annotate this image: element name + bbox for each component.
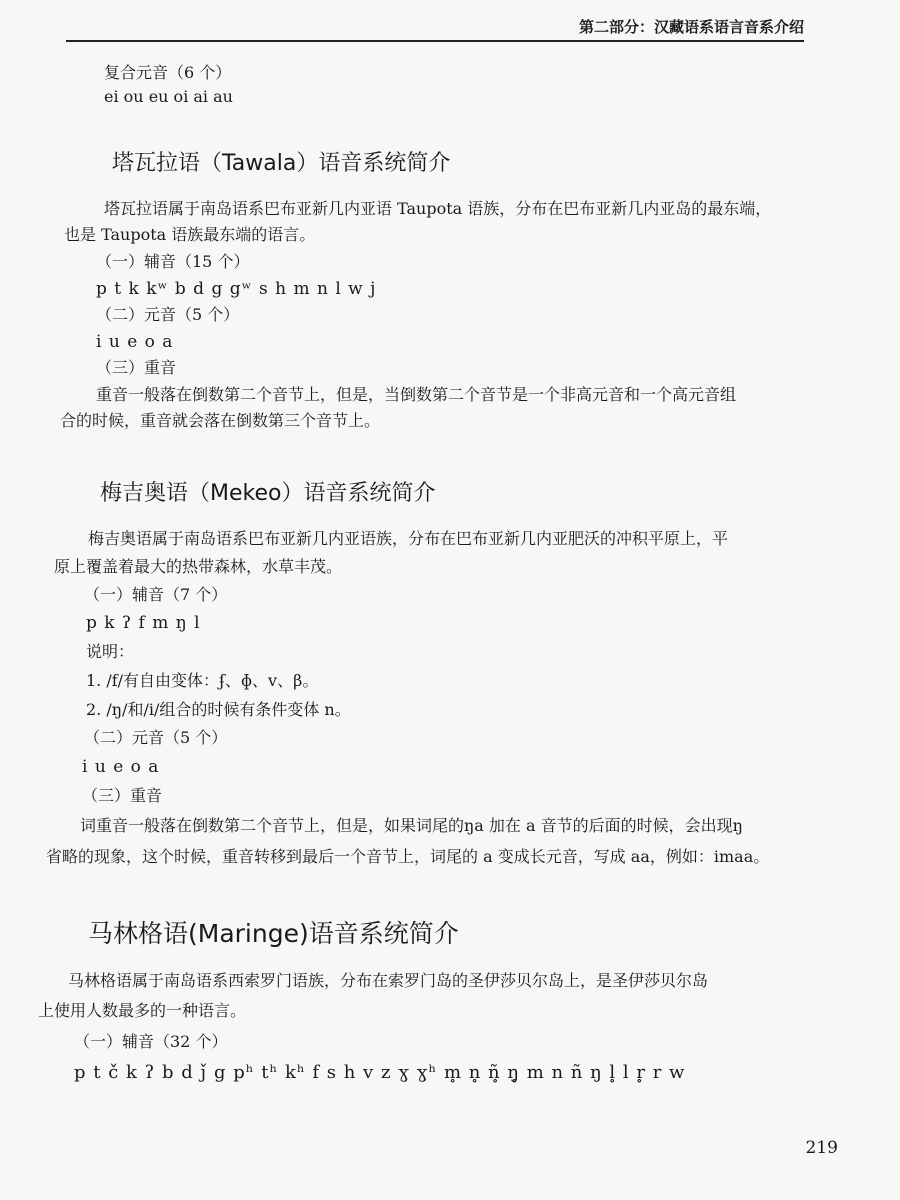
mekeo-stress-line-1: 词重音一般落在倒数第二个音节上，但是，如果词尾的ŋa 加在 a 音节的后面的时候，会出现ŋ	[80, 816, 743, 835]
mekeo-note-1: 1. /f/有自由变体：ʄ、ɸ、v、β。	[86, 671, 319, 690]
tawala-intro-line-1: 塔瓦拉语属于南岛语系巴布亚新几内亚语 Taupota 语族，分布在巴布亚新几内亚岛的最东端，	[104, 199, 772, 218]
maringe-consonants: p t č k ʔ b d ǰ g pʰ tʰ kʰ f s h v z ɣ ɣʰ m̥ n̥ ñ̥ ŋ̥ m n ñ ŋ l̥ l r̥ r w	[74, 1062, 686, 1083]
header-rule	[66, 40, 804, 42]
mekeo-heading: 梅吉奥语（Mekeo）语音系统简介	[100, 481, 436, 506]
maringe-heading: 马林格语(Maringe)语音系统简介	[88, 919, 459, 948]
mekeo-stress-line-2: 省略的现象，这个时候，重音转移到最后一个音节上，词尾的 a 变成长元音，写成 aa，例如：imaa。	[46, 847, 770, 866]
running-header: 第二部分：汉藏语系语言音系介绍	[578, 18, 804, 36]
page-number: 219	[805, 1138, 838, 1158]
mekeo-vowels-label: （二）元音（5 个）	[84, 728, 228, 747]
tawala-vowels-label: （二）元音（5 个）	[96, 305, 240, 324]
tawala-consonants-label: （一）辅音（15 个）	[96, 252, 250, 271]
maringe-intro-line-1: 马林格语属于南岛语系西索罗门语族，分布在索罗门岛的圣伊莎贝尔岛上，是圣伊莎贝尔岛	[68, 971, 709, 990]
tawala-intro-line-2: 也是 Taupota 语族最东端的语言。	[64, 225, 316, 244]
mekeo-intro-line-1: 梅吉奥语属于南岛语系巴布亚新几内亚语族，分布在巴布亚新几内亚肥沃的冲积平原上，平	[88, 529, 729, 548]
diphthong-label: 复合元音（6 个）	[104, 63, 232, 82]
diphthong-list: ei ou eu oi ai au	[104, 87, 233, 106]
tawala-stress-line-1: 重音一般落在倒数第二个音节上，但是，当倒数第二个音节是一个非高元音和一个高元音组	[96, 385, 737, 404]
mekeo-consonants-label: （一）辅音（7 个）	[84, 585, 228, 604]
tawala-heading: 塔瓦拉语（Tawala）语音系统简介	[112, 151, 451, 176]
mekeo-note-label: 说明：	[86, 642, 135, 661]
tawala-stress-line-2: 合的时候，重音就会落在倒数第三个音节上。	[60, 411, 381, 430]
mekeo-intro-line-2: 原上覆盖着最大的热带森林，水草丰茂。	[54, 557, 343, 576]
mekeo-consonants: p k ʔ f m ŋ l	[86, 613, 201, 633]
mekeo-stress-label: （三）重音	[82, 786, 163, 805]
tawala-consonants: p t k kʷ b d g gʷ s h m n l w j	[96, 279, 377, 299]
tawala-vowels: i u e o a	[96, 332, 174, 352]
maringe-intro-line-2: 上使用人数最多的一种语言。	[38, 1001, 247, 1020]
tawala-stress-label: （三）重音	[96, 358, 177, 377]
mekeo-note-2: 2. /ŋ/和/i/组合的时候有条件变体 n。	[86, 700, 351, 719]
maringe-consonants-label: （一）辅音（32 个）	[74, 1032, 228, 1051]
mekeo-vowels: i u e o a	[82, 757, 160, 777]
